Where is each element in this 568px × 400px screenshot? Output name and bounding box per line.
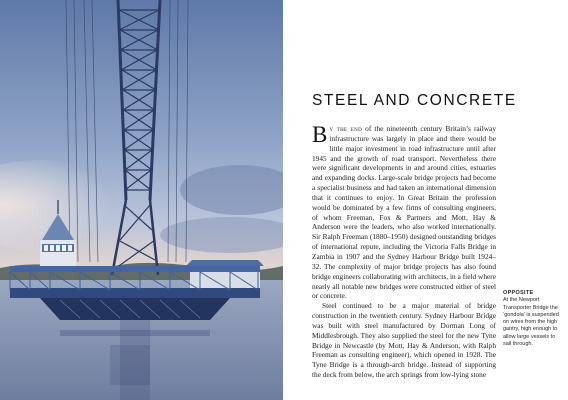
text-page (283, 0, 568, 400)
paragraph-2: Steel continued to be a major material of bridge construction in the twentieth century. Sydney Harbour Bridge was built with steel manufactured by Dorman Long of Middlesbrough. They also supplied the steel for the new Tyne Bridge in Newcastle (by Mott, Hay & Anderson, with Ralph Freeman as consulting engineer), which opened in 1928. The Tyne Bridge is a through-arch bridge. Instead of supporting the deck from below, the arch springs from low-lying stone (312, 301, 496, 380)
photo-caption (503, 290, 563, 348)
lead-in: y the end (329, 124, 362, 133)
paragraph-1 (312, 124, 496, 301)
chapter-title: STEEL AND CONCRETE (312, 92, 517, 109)
transporter-bridge-photo (0, 0, 283, 400)
drop-cap: B (312, 122, 328, 147)
caption-heading: OPPOSITE (503, 290, 534, 296)
caption-text: At the Newport Transporter Bridge the ‘gondola’ is suspended on wires from the high gantry, high enough to allow large vessels to sail through. (503, 297, 559, 348)
body-text (312, 124, 496, 380)
paragraph-1-text: of the nineteenth century Britain’s railway infrastructure was largely in place and there would be little major investment in road infrastructure until after 1945 and the growth of road transport. Nevertheless there were significant developments in and around cities, estuaries and expanding docks. Large-scale bridge projects had become a specialist business and had taken an international dimension that it continues to enjoy. In Great Britain the profession would be dominated by a few firms of consulting engineers, of whom Freeman, Fox & Partners and Mott, Hay & Anderson were the leaders, who also worked internationally. Sir Ralph Freeman (1880–1950) designed outstanding bridges of international repute, including the Victoria Falls Bridge in Zambia in 1907 and the Sydney Harbour Bridge built 1924–32. The complexity of major bridge projects has also found bridge engineers collaborating with architects, in a field where nearly all notable new bridges were constructed either of steel or concrete. (312, 124, 496, 301)
